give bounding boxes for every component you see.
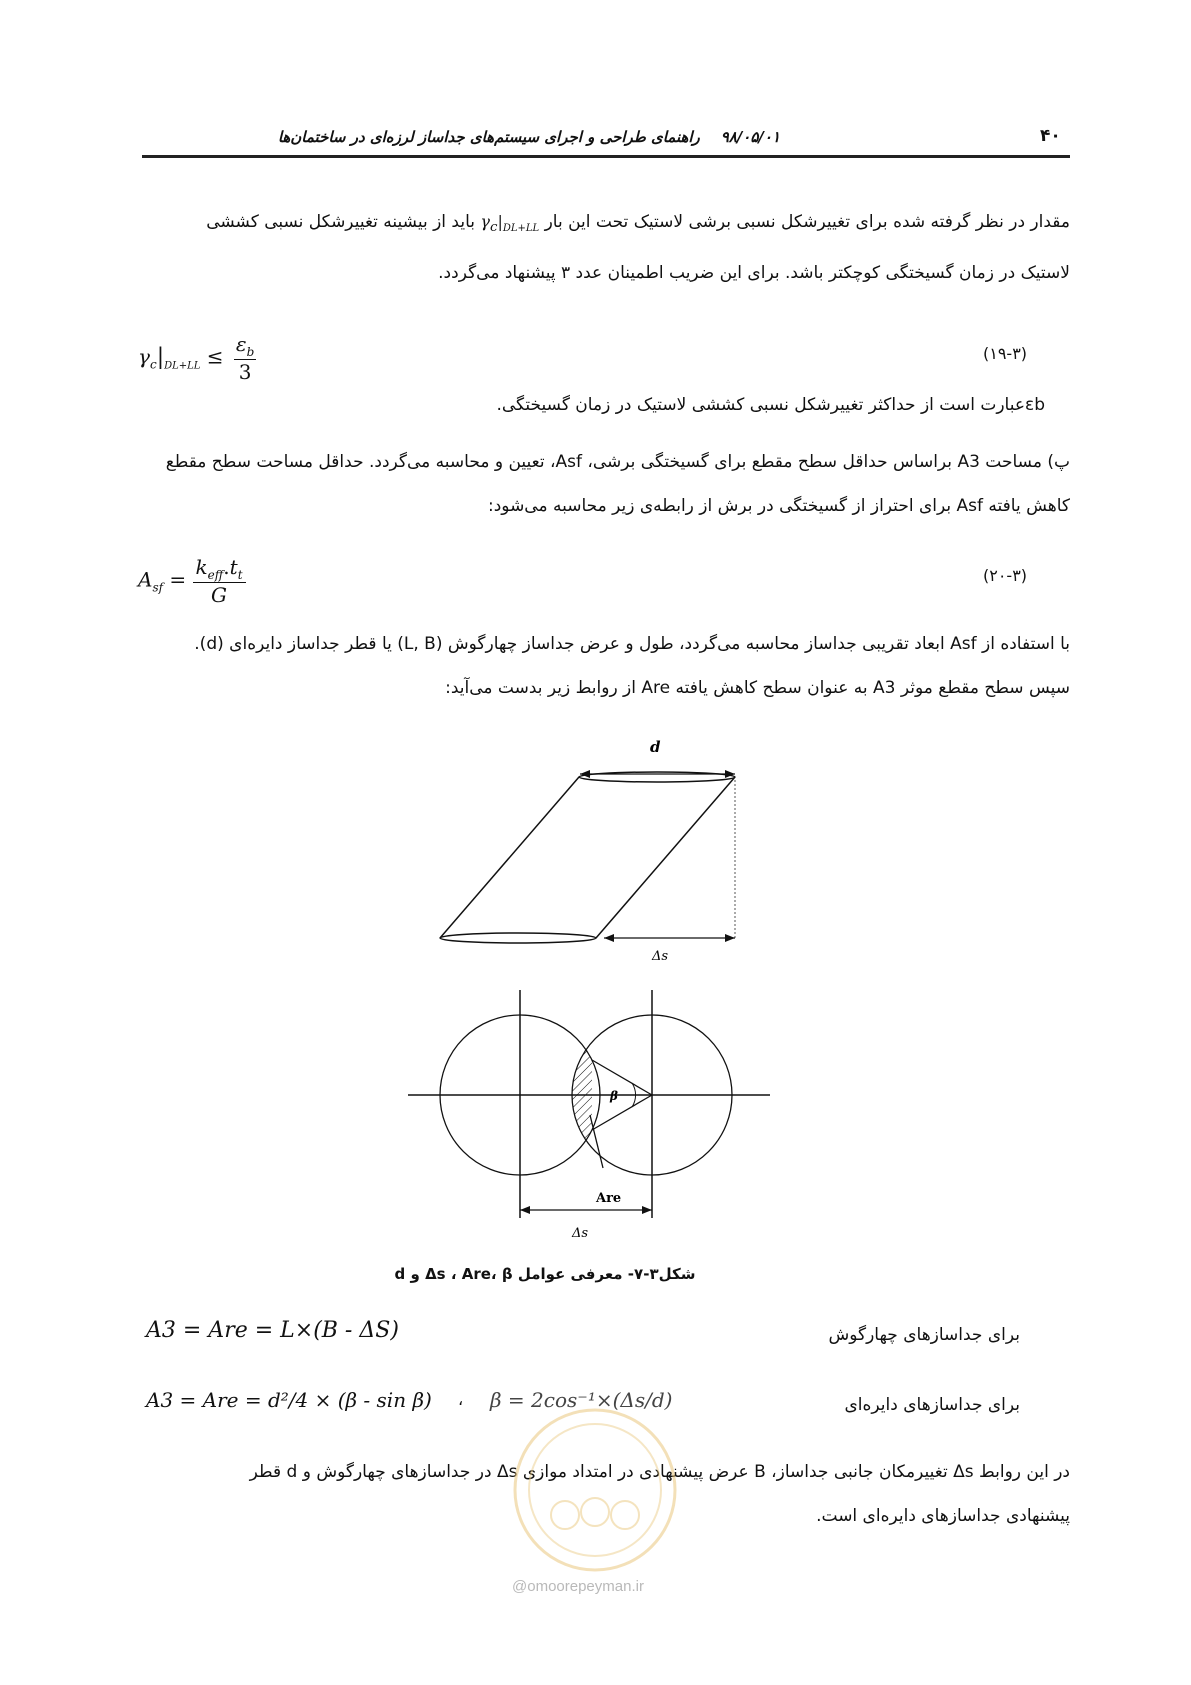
- equation-20-number: (۲۰-۳): [983, 566, 1028, 585]
- para1-text-a: مقدار در نظر گرفته شده برای تغییرشکل نسبی برشی لاستیک تحت این بار: [544, 212, 1070, 232]
- para-dims-line1: با استفاده از Asf ابعاد تقریبی جداساز محاسبه می‌گردد، طول و عرض جداساز چهارگوش (L, B) یا قطر جداساز دایره‌ای (d).: [194, 634, 1070, 654]
- rect-isolator-label: برای جداسازهای چهارگوش: [828, 1325, 1020, 1345]
- formula-separator: ،: [458, 1390, 464, 1409]
- right-slant-edge: [596, 777, 735, 938]
- para1-line2: لاستیک در زمان گسیختگی کوچکتر باشد. برای این ضریب اطمینان عدد ۳ پیشنهاد می‌گردد.: [438, 263, 1070, 284]
- eq19-numerator: $\varepsilon_b$: [235, 332, 255, 359]
- para-p-line1: پ) مساحت A3 براساس حداقل سطح مقطع برای گسیختگی برشی، Asf، تعیین و محاسبه می‌گردد. حداقل مساحت سطح مقطع: [165, 452, 1070, 472]
- figure-caption: شکل۳-۷- معرفی عوامل Δs ، Are، β و d: [394, 1265, 696, 1283]
- eq19-relation: ≤: [206, 344, 224, 369]
- page-number: ۴۰: [1040, 126, 1061, 146]
- equation-19: $\gamma_c|_{DL+LL}$ ≤ $\frac{\varepsilon_b}{3}$: [138, 332, 255, 384]
- circ-formula: A3 = Are = d²/4 × (β - sin β): [146, 1388, 432, 1412]
- watermark-url: @omoorepeyman.ir: [512, 1578, 644, 1595]
- arrowhead-left-icon: [604, 934, 614, 942]
- para-p-line2: کاهش یافته Asf برای احتراز از گسیختگی در برش از رابطه‌ی زیر محاسبه می‌شود:: [487, 496, 1070, 516]
- header-date: ۹۸/۰۵/۰۱: [720, 128, 780, 146]
- watermark-seal-logo: [505, 1400, 685, 1580]
- eq19-eval-sub: DL+LL: [164, 360, 201, 372]
- beta-formula: β = 2cos⁻¹×(Δs/d): [490, 1388, 673, 1412]
- left-slant-edge: [440, 777, 579, 938]
- epsilon-definition: εbعبارت است از حداکثر تغییرشکل نسبی کششی لاستیک در زمان گسیختگی.: [496, 395, 1045, 415]
- header-title: راهنمای طراحی و اجرای سیستم‌های جداساز لرزه‌ای در ساختمان‌ها: [277, 128, 700, 146]
- label-delta-top: Δs: [652, 949, 669, 964]
- rect-formula: A3 = Are = L×(B - ΔS): [146, 1318, 399, 1343]
- arrowhead-right-icon: [725, 770, 735, 778]
- equation-19-number: (۱۹-۳): [983, 344, 1028, 363]
- label-d: d: [650, 738, 661, 756]
- circ-isolator-label: برای جداسازهای دایره‌ای: [844, 1395, 1020, 1415]
- label-beta: β: [610, 1089, 618, 1103]
- closing-line1: در این روابط Δs تغییرمکان جانبی جداساز، B عرض پیشنهادی در امتداد موازی Δs در جداسازهای چهارگوش و d قطر: [249, 1462, 1070, 1482]
- arrowhead-right-icon: [725, 934, 735, 942]
- label-delta-bottom: Δs: [572, 1226, 589, 1241]
- eq19-gamma-sub: c: [149, 357, 157, 372]
- label-are: Are: [596, 1191, 622, 1206]
- eq20-a-sub: sf: [152, 580, 164, 595]
- eq19-denominator: 3: [238, 360, 252, 384]
- para-dims-line2: سپس سطح مقطع موثر A3 به عنوان سطح کاهش یافته Are از روابط زیر بدست می‌آید:: [445, 678, 1070, 698]
- arrowhead-left-icon: [520, 1206, 530, 1214]
- eq19-gamma: γ: [138, 344, 150, 369]
- para1-text-b: باید از بیشینه تغییرشکل نسبی کششی: [206, 212, 475, 232]
- eq20-denominator: G: [211, 583, 228, 607]
- eq20-numerator: $k_{eff}.t_t$: [193, 555, 246, 583]
- eq20-a: A: [138, 567, 153, 592]
- bottom-ellipse: [440, 933, 596, 943]
- lens-right-mask: [592, 1000, 672, 1200]
- eq20-equals: =: [169, 567, 187, 592]
- gamma-c-inline: $\gamma_c|_{DL+LL}$: [480, 212, 540, 236]
- closing-line2: پیشنهادی جداسازهای دایره‌ای است.: [816, 1506, 1070, 1526]
- arrowhead-right-icon: [642, 1206, 652, 1214]
